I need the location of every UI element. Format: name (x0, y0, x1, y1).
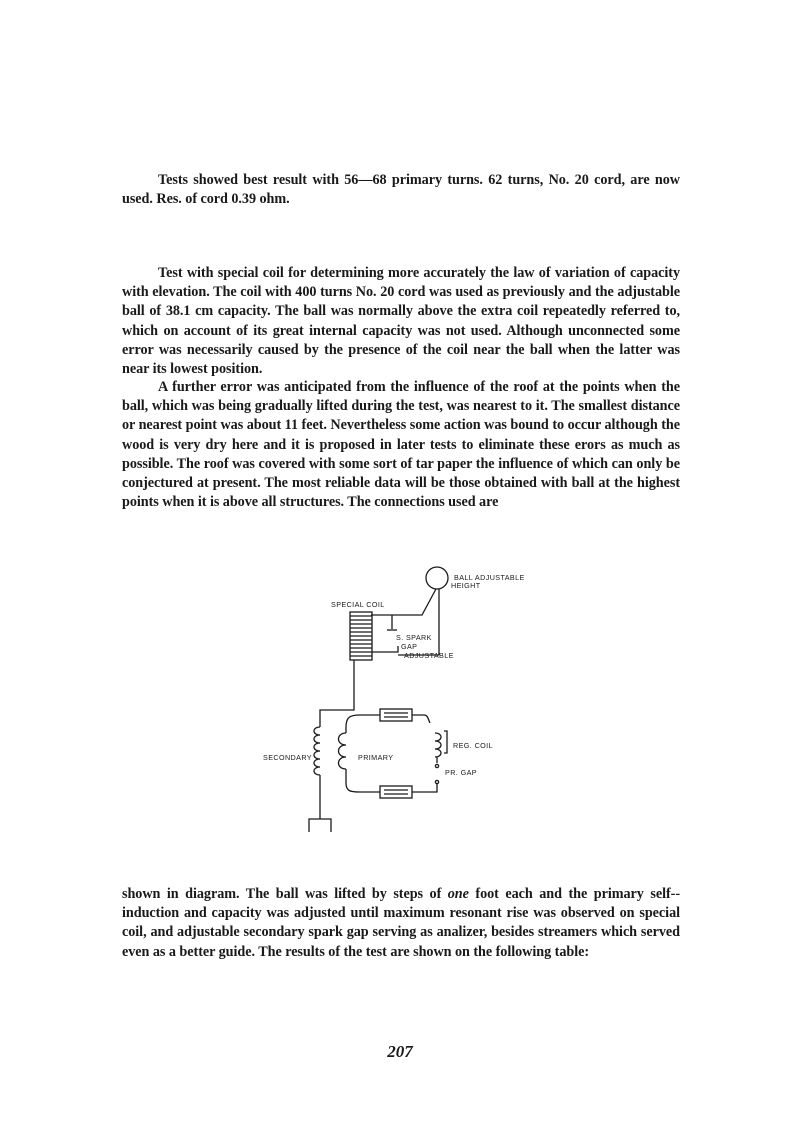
secondary-coil (314, 727, 320, 775)
ball-label-line-1: BALL ADJUSTABLE (454, 573, 525, 582)
emphasis-one: one (447, 886, 469, 902)
primary-coil (339, 733, 347, 769)
primary-gap-top (435, 764, 438, 767)
paragraph-text: Test with special coil for determining more accurately the law of variation of capacity with elevation. The coil with 400 turns No. 20 cord was used as previously and the adjustable ball of 38.1 cm capacity. The ball was normally above the extra coil repeatedly referred to, which on account of its great internal capacity was not used. Although unconnected some error was necessarily caused by the presence of the coil near the ball when the latter was near its lowest position. (122, 265, 680, 378)
paragraph-results-intro (122, 885, 680, 962)
paragraph-primary-turns (122, 171, 680, 209)
ground-plate (309, 819, 331, 832)
reg-coil-label: REG. COIL (453, 741, 493, 750)
spark-gap-label-3: ADJUSTABLE (404, 651, 454, 660)
paragraph-text: A further error was anticipated from the influence of the roof at the points when the ball, which was being gradually lifted during the test, was nearest to it. The smallest distance or nearest point was about 11 feet. Nevertheless some action was bound to occur although the wood is very dry here and it is proposed in later tests to eliminate these erors as much as possible. The roof was covered with some sort of tar paper the influence of which can only be conjectured at present. The most reliable data will be those obtained with ball at the highest points when it is above all structures. The connections used are (122, 379, 680, 511)
gap-to-condenser-wire (412, 784, 437, 792)
primary-label: PRIMARY (358, 753, 394, 762)
adjustable-ball (426, 567, 448, 589)
special-coil (350, 612, 372, 660)
bottom-condenser (380, 786, 412, 798)
page-number: 207 (387, 1042, 413, 1061)
spark-gap-lower (372, 646, 398, 652)
primary-bottom-wire (346, 769, 380, 792)
special-coil-label: SPECIAL COIL (331, 600, 385, 609)
paragraph-text-start: shown in diagram. The ball was lifted by steps of (122, 886, 448, 902)
spark-gap-label-1: S. SPARK (396, 633, 432, 642)
paragraph-roof-error (122, 378, 680, 512)
paragraph-special-coil-test (122, 264, 680, 379)
top-condenser (380, 709, 412, 721)
spark-gap-label-2: GAP (401, 642, 418, 651)
paragraph-text-end: foot each and the primary self--induction and capacity was adjusted until maximum resonant rise was observed on special coil, and adjustable secondary spark gap serving as analizer, besides streamers which served even as a better guide. The results of the test are shown on the following table: (122, 886, 680, 960)
reg-coil-lead (444, 731, 447, 753)
primary-top-wire (346, 715, 380, 733)
reg-coil (435, 733, 441, 757)
paragraph-text: Tests showed best result with 56—68 primary turns. 62 turns, No. 20 cord, are now used. Res. of cord 0.39 ohm. (122, 172, 680, 208)
ball-label-line-2: HEIGHT (451, 581, 481, 590)
condenser-to-reg-coil-wire (412, 715, 430, 723)
secondary-label: SECONDARY (263, 753, 312, 762)
primary-gap-bottom (435, 780, 438, 783)
circuit-diagram (250, 555, 550, 840)
primary-gap-label: PR. GAP (445, 768, 477, 777)
